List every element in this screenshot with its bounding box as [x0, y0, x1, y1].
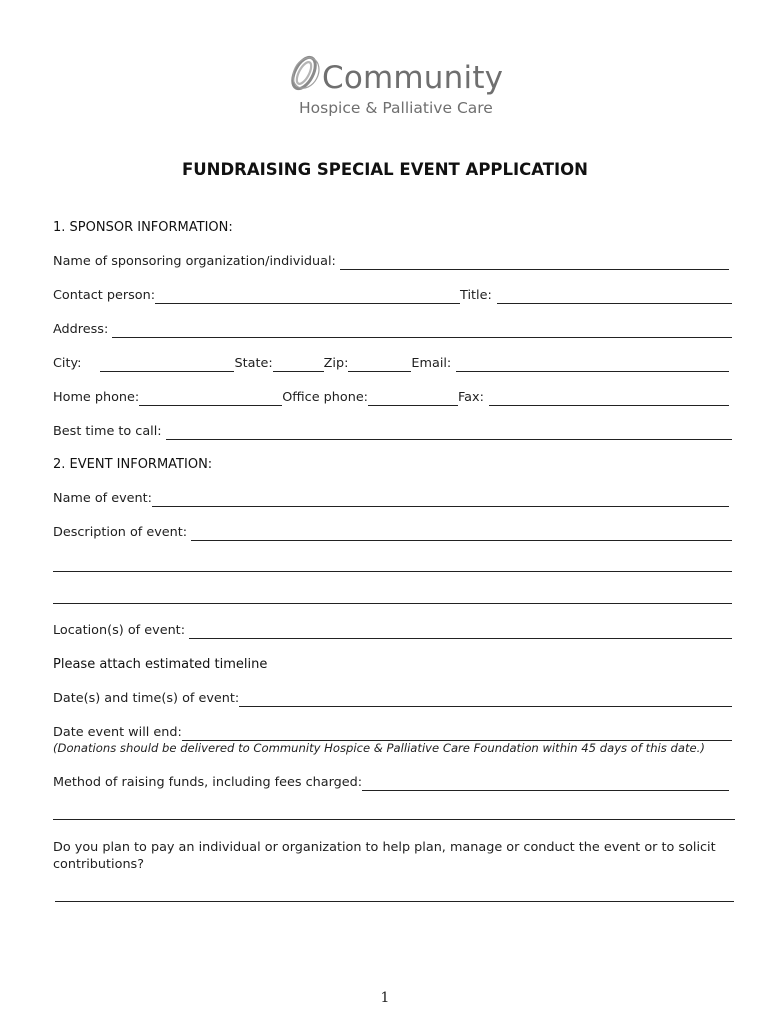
phone-row: [53, 390, 729, 406]
page-title: FUNDRAISING SPECIAL EVENT APPLICATION: [182, 160, 588, 179]
dates-label: Date(s) and time(s) of event:: [53, 691, 240, 706]
contact-field[interactable]: [155, 291, 460, 304]
method-line-2[interactable]: [53, 819, 735, 820]
event-name-field[interactable]: [152, 494, 729, 507]
sponsor-org-label: Name of sponsoring organization/individual:: [53, 254, 336, 269]
best-time-row: [53, 424, 732, 440]
description-line-2[interactable]: [53, 571, 732, 572]
event-name-row: [53, 491, 729, 507]
home-phone-label: Home phone:: [53, 390, 140, 405]
method-field[interactable]: [362, 778, 729, 791]
description-row: [53, 525, 732, 541]
home-phone-field[interactable]: [139, 393, 282, 406]
sponsor-org-row: [53, 254, 729, 270]
page-number: 1: [380, 990, 390, 1006]
description-line-3[interactable]: [53, 603, 732, 604]
best-time-label: Best time to call:: [53, 424, 162, 439]
end-date-label: Date event will end:: [53, 725, 182, 740]
brand-name: Community: [322, 60, 504, 96]
title-field[interactable]: [497, 291, 732, 304]
community-logo: [284, 52, 514, 122]
office-phone-field[interactable]: [368, 393, 458, 406]
description-field[interactable]: [191, 528, 732, 541]
sponsor-heading: 1. SPONSOR INFORMATION:: [53, 220, 233, 235]
dates-field[interactable]: [239, 694, 732, 707]
donation-note: (Donations should be delivered to Community Hospice & Palliative Care Foundation within 45 days of this date.): [53, 741, 705, 755]
brand-subtitle: Hospice & Palliative Care: [299, 99, 493, 117]
fax-label: Fax:: [458, 390, 484, 405]
event-heading: 2. EVENT INFORMATION:: [53, 457, 213, 472]
contact-row: [53, 288, 732, 304]
zip-label: Zip:: [323, 356, 349, 371]
method-row: [53, 775, 729, 791]
title-label: Title:: [460, 288, 492, 303]
email-field[interactable]: [456, 359, 729, 372]
zip-field[interactable]: [348, 359, 411, 372]
contact-label: Contact person:: [53, 288, 156, 303]
address-row: [53, 322, 732, 338]
pay-question: Do you plan to pay an individual or organization to help plan, manage or conduct the event or to solicit contributions?: [53, 840, 716, 872]
dates-row: [53, 691, 732, 707]
location-field[interactable]: [189, 626, 732, 639]
best-time-field[interactable]: [166, 427, 732, 440]
end-date-field[interactable]: [182, 728, 732, 741]
fax-field[interactable]: [489, 393, 729, 406]
city-field[interactable]: [100, 359, 234, 372]
event-name-label: Name of event:: [53, 491, 152, 506]
pay-answer-line[interactable]: [55, 901, 734, 902]
description-label: Description of event:: [53, 525, 188, 540]
state-label: State:: [234, 356, 273, 371]
location-row: [53, 623, 732, 639]
method-label: Method of raising funds, including fees charged:: [53, 775, 363, 790]
end-date-row: [53, 725, 732, 741]
sponsor-org-field[interactable]: [340, 257, 729, 270]
address-field[interactable]: [112, 325, 732, 338]
swirl-logo-icon: [284, 52, 324, 94]
address-label: Address:: [53, 322, 109, 337]
state-field[interactable]: [273, 359, 324, 372]
city-label: City:: [53, 356, 82, 371]
location-label: Location(s) of event:: [53, 623, 186, 638]
email-label: Email:: [411, 356, 452, 371]
city-row: [53, 356, 729, 372]
timeline-note: Please attach estimated timeline: [53, 657, 268, 672]
office-phone-label: Office phone:: [282, 390, 368, 405]
